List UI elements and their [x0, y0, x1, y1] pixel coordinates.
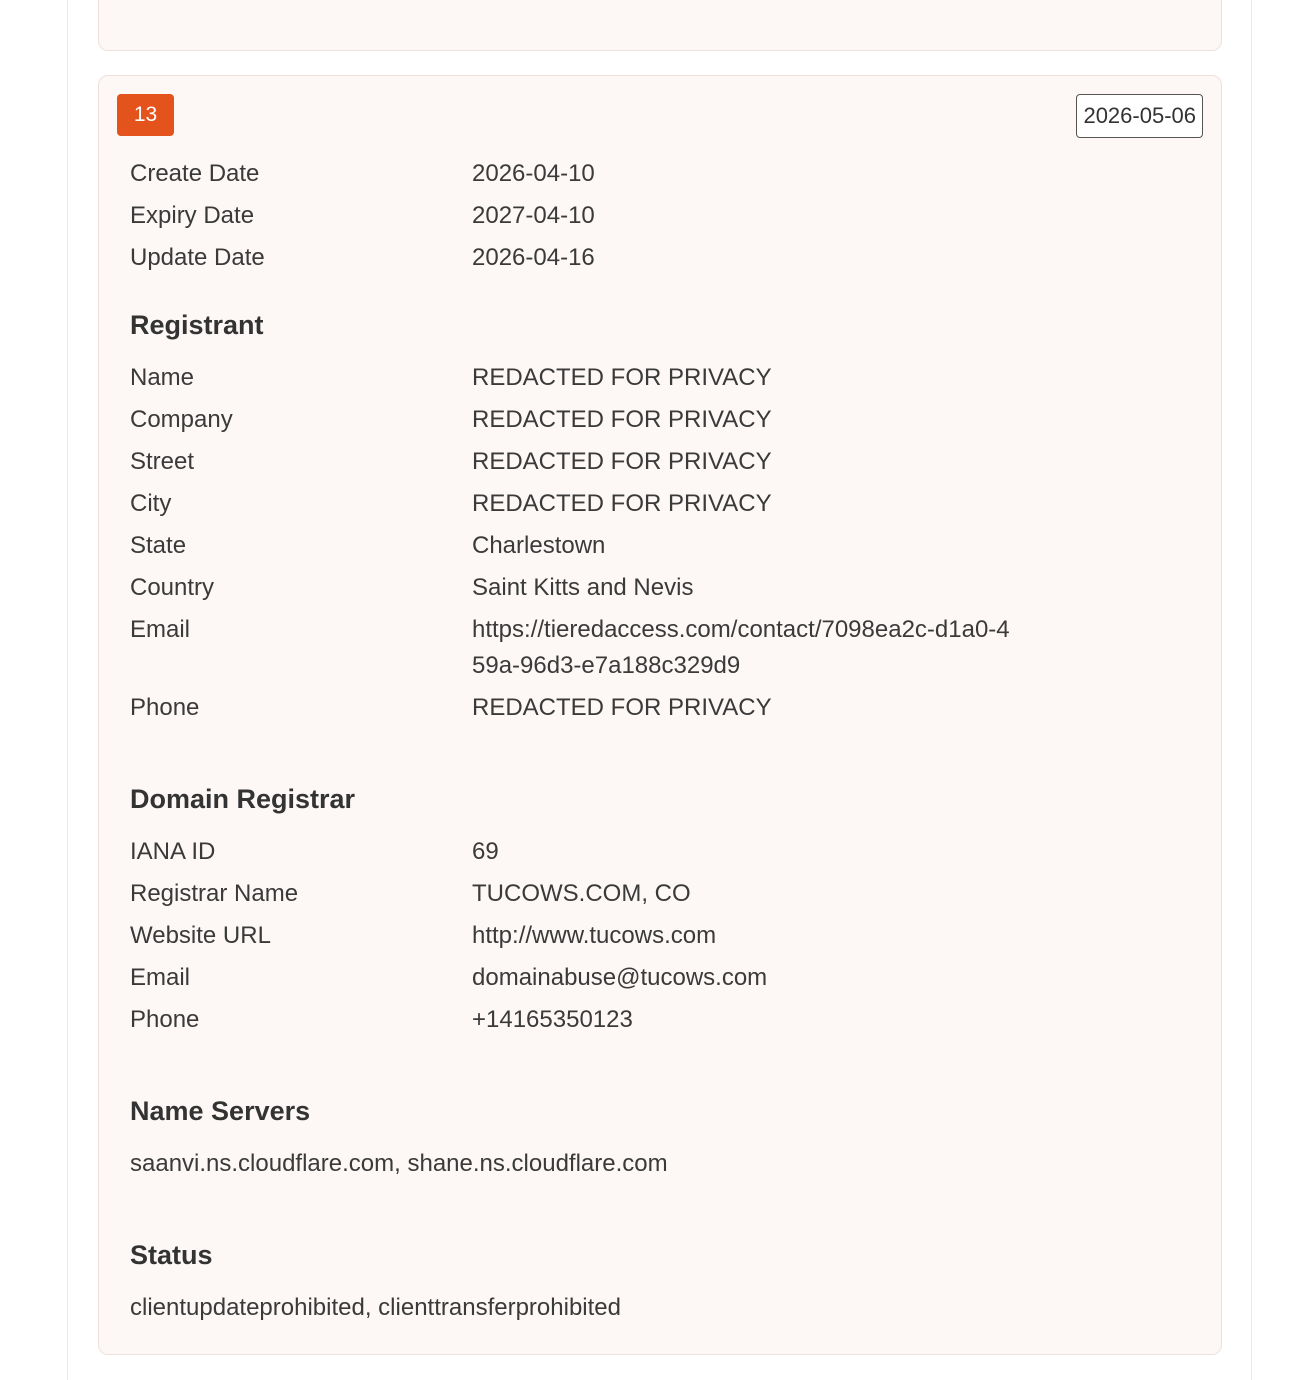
- registrant-company-label: Company: [130, 406, 233, 433]
- registrar-name-label: Registrar Name: [130, 880, 299, 907]
- registrant-state-label: State: [130, 532, 187, 559]
- update-date-label: Update Date: [130, 244, 265, 271]
- registrant-name-value: REDACTED FOR PRIVACY: [472, 364, 772, 391]
- registrant-street-label: Street: [130, 448, 195, 475]
- registrar-iana-id-value: 69: [472, 838, 499, 865]
- record-index-badge: 13: [117, 94, 174, 136]
- status-section-title: Status: [130, 1240, 213, 1270]
- registrant-phone-value: REDACTED FOR PRIVACY: [472, 694, 772, 721]
- registrant-email-label: Email: [130, 616, 191, 643]
- registrar-section-title: Domain Registrar: [130, 784, 356, 814]
- registrar-phone-value: +14165350123: [472, 1006, 633, 1033]
- registrant-country-value: Saint Kitts and Nevis: [472, 574, 694, 601]
- name-servers-value: saanvi.ns.cloudflare.com, shane.ns.cloudflare.com: [130, 1150, 668, 1177]
- whois-record-card: [98, 75, 1222, 1355]
- registrant-country-label: Country: [130, 574, 215, 601]
- registrar-website-value[interactable]: http://www.tucows.com: [472, 922, 717, 949]
- status-value: clientupdateprohibited, clienttransferprohibited: [130, 1294, 621, 1321]
- registrant-street-value: REDACTED FOR PRIVACY: [472, 448, 772, 475]
- expiry-date-value: 2027-04-10: [472, 202, 595, 229]
- create-date-label: Create Date: [130, 160, 260, 187]
- previous-record-card: [98, 0, 1222, 51]
- record-date-badge: 2026-05-06: [1076, 94, 1203, 138]
- registrar-phone-label: Phone: [130, 1006, 200, 1033]
- registrant-phone-label: Phone: [130, 694, 200, 721]
- registrar-iana-id-label: IANA ID: [130, 838, 216, 865]
- registrar-email-value[interactable]: domainabuse@tucows.com: [472, 964, 768, 991]
- registrar-email-label: Email: [130, 964, 191, 991]
- registrant-section-title: Registrant: [130, 310, 264, 340]
- registrant-email-value[interactable]: https://tieredaccess.com/contact/7098ea2c-d1a0-459a-96d3-e7a188c329d9: [472, 616, 1010, 679]
- expiry-date-label: Expiry Date: [130, 202, 255, 229]
- registrant-company-value: REDACTED FOR PRIVACY: [472, 406, 772, 433]
- registrar-name-value: TUCOWS.COM, CO: [472, 880, 691, 907]
- registrant-city-label: City: [130, 490, 172, 517]
- registrant-city-value: REDACTED FOR PRIVACY: [472, 490, 772, 517]
- name-servers-section-title: Name Servers: [130, 1096, 311, 1126]
- create-date-value: 2026-04-10: [472, 160, 595, 187]
- registrant-state-value: Charlestown: [472, 532, 606, 559]
- registrant-name-label: Name: [130, 364, 195, 391]
- registrar-website-label: Website URL: [130, 922, 271, 949]
- update-date-value: 2026-04-16: [472, 244, 595, 271]
